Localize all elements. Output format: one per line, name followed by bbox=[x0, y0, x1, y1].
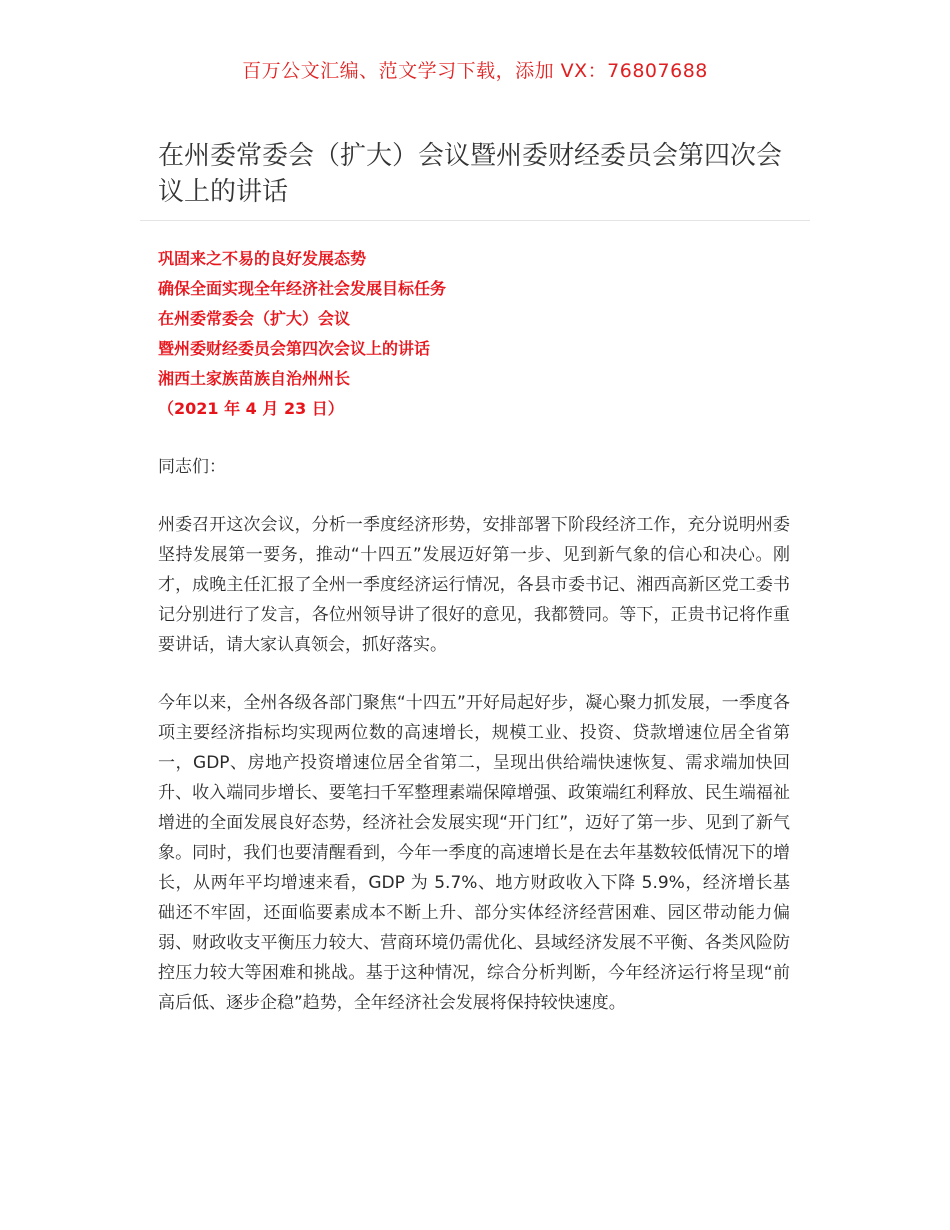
subheading-block bbox=[158, 244, 798, 424]
title-divider bbox=[140, 220, 810, 221]
promo-banner: 百万公文汇编、范文学习下载，添加 VX：76807688 bbox=[242, 60, 708, 82]
subheading-line: 确保全面实现全年经济社会发展目标任务 bbox=[158, 279, 447, 298]
subheading-line: 巩固来之不易的良好发展态势 bbox=[158, 249, 367, 268]
salutation: 同志们： bbox=[158, 457, 226, 477]
subheading-line: 湘西土家族苗族自治州州长 bbox=[158, 369, 351, 388]
body-paragraph: 今年以来，全州各级各部门聚焦“十四五”开好局起好步，凝心聚力抓发展，一季度各项主要经济指标均实现两位数的高速增长，规模工业、投资、贷款增速位居全省第一，GDP、房地产投资增速位居全省第二，呈现出供给端快速恢复、需求端加快回升、收入端同步增长、要笔扫千军整理素端保障增强、政策端红利释放、民生端福祉增进的全面发展良好态势，经济社会发展实现“开门红”，迈好了第一步、见到了新气象。同时，我们也要清醒看到，今年一季度的高速增长是在去年基数较低情况下的增长，从两年平均增速来看，GDP 为 5.7%、地方财政收入下降 5.9%，经济增长基础还不牢固，还面临要素成本不断上升、部分实体经济经营困难、园区带动能力偏弱、财政收支平衡压力较大、营商环境仍需优化、县域经济发展不平衡、各类风险防控压力较大等困难和挑战。基于这种情况，综合分析判断，今年经济运行将呈现“前高后低、逐步企稳”趋势，全年经济社会发展将保持较快速度。 bbox=[158, 693, 790, 1013]
subheading-line: 暨州委财经委员会第四次会议上的讲话 bbox=[158, 339, 431, 358]
subheading-line: 在州委常委会（扩大）会议 bbox=[158, 309, 351, 328]
document-title: 在州委常委会（扩大）会议暨州委财经委员会第四次会议上的讲话 bbox=[158, 141, 783, 207]
body-paragraph: 州委召开这次会议，分析一季度经济形势，安排部署下阶段经济工作，充分说明州委坚持发展第一要务，推动“十四五”发展迈好第一步、见到新气象的信心和决心。刚才，成晚主任汇报了全州一季度经济运行情况，各县市委书记、湘西高新区党工委书记分别进行了发言，各位州领导讲了很好的意见，我都赞同。等下，正贵书记将作重要讲话，请大家认真领会，抓好落实。 bbox=[158, 515, 790, 655]
subheading-date: （2021 年 4 月 23 日） bbox=[158, 399, 344, 418]
